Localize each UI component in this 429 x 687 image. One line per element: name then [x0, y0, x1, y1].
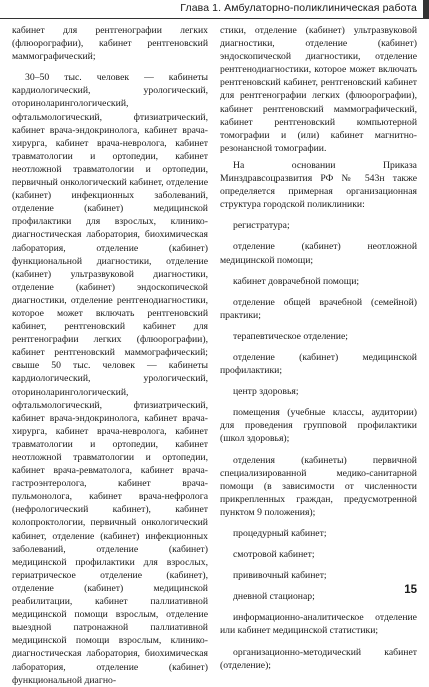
structure-item: информационно-аналитическое отделение или кабинет медицинской статистики; — [220, 612, 417, 637]
structure-item: организационно-методический кабинет (отделение); — [220, 646, 417, 671]
structure-item: кабинет доврачебной помощи; — [233, 275, 360, 287]
structure-item: регистратура; — [233, 220, 290, 232]
left-column — [12, 24, 208, 687]
structure-item: дневной стационар; — [233, 591, 315, 603]
structure-item: терапевтическое отделение; — [233, 330, 348, 342]
structure-item: отделение (кабинет) медицинской профилактики; — [220, 351, 417, 377]
page-number: 15 — [404, 584, 417, 596]
left-paragraph-2: 30–50 тыс. человек — кабинеты кардиологический, урологический, оториноларингологический, офтальмологический, фтизиатрический, кабинет врача-эндокринолога, кабинет врача-хирурга, кабинет врача-невролога, кабинет травматологии и ортопедии, кабинет неотложной травматологии и ортопедии, первичный онкологический кабинет, отделение (кабинет) инфекционных заболеваний, отделение (кабинет) медицинской профилактики для взрослых, клинико-диагностическая лаборатория, биохимическая лаборатория, отделение (кабинет) функциональной диагностики, отделение (кабинет) ультразвуковой диагностики, отделение (кабинет) эндоскопической диагностики, отделение рентгенодиагностики, которое может включать рентгеновский кабинет, рентгеновский кабинет для рентгенографии легких (флюорографии), кабинет рентгеновский маммографический; свыше 50 тыс. человек — кабинеты кардиологический, урологический, оториноларингологический, офтальмологический, фтизиатрический, кабинет врача-эндокринолога, кабинет врача-хирурга, кабинет врача-невролога, кабинет травматологии и ортопедии, кабинет неотложной травматологии и ортопедии, кабинет врача-ревматолога, кабинет врача-гастроэнтеролога, кабинет врача-пульмонолога, кабинет врача-нефролога (нефрологический кабинет), кабинет колопроктологии, первичный онкологический кабинет, отделение (кабинет) инфекционных заболеваний, отделение (кабинет) медицинской профилактики для взрослых, гериатрическое отделение (кабинет), отделение (кабинет) медицинской реабилитации, кабинет паллиативной медицинской помощи взрослым, отделение выездной патронажной паллиативной медицинской помощи взрослым, клинико-диагностическая лаборатория, биохимическая лаборатория, отделение (кабинет) функциональной диагно- — [12, 72, 208, 686]
structure-item: отделение (кабинет) неотложной медицинской помощи; — [220, 241, 417, 266]
structure-item: отделения (кабинеты) первичной специализированной медико-санитарной помощи (в зависимости от численности прикрепленных граждан, предусмотренной пунктом 9 положения); — [220, 454, 417, 518]
structure-item: центр здоровья; — [233, 386, 299, 398]
left-paragraph-1: кабинет для рентгенографии легких (флюорографии), кабинет рентгеновский маммографический; — [12, 25, 208, 63]
chapter-title: Глава 1. Амбулаторно-поликлиническая работа — [180, 2, 417, 14]
structure-item: помещения (учебные классы, аудитории) для проведения групповой профилактики (школ здоровья); — [220, 407, 417, 445]
right-column — [220, 24, 417, 672]
structure-item: прививочный кабинет; — [233, 570, 327, 582]
structure-item: процедурный кабинет; — [233, 528, 327, 539]
structure-item: отделение общей врачебной (семейной) практики; — [220, 296, 417, 321]
header-tab-marker — [423, 0, 429, 18]
right-paragraph-1: стики, отделение (кабинет) ультразвуковой диагностики, отделение (кабинет) эндоскопической диагностики, отделение рентгенодиагностики, которое может включать рентгеновский кабинет, рентгеновский кабинет для рентгенографии легких (флюорографии), кабинет рентгеновский маммографический, кабинет рентгеновский компьютерной томографии и (или) кабинет магнитно-резонансной томографии. — [220, 25, 417, 154]
structure-item: смотровой кабинет; — [233, 549, 315, 561]
running-header — [0, 0, 429, 19]
right-paragraph-2: На основании Приказа Минздравсоцразвития РФ № 543н также определяется примерная организационная структура городской поликлиники: — [220, 159, 417, 211]
